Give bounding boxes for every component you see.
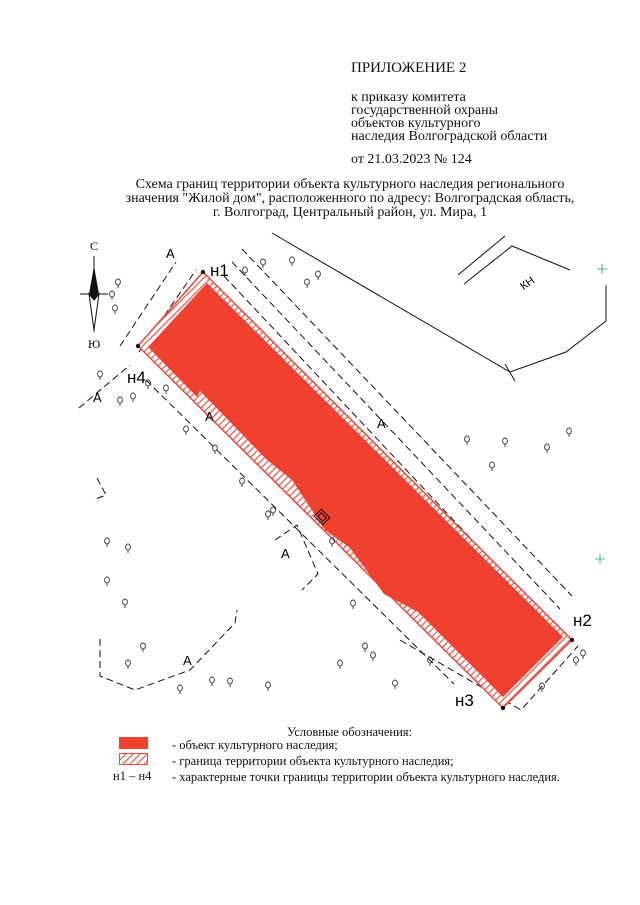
legend-text-points: - характерные точки границы территории объекта культурного наследия. (172, 770, 560, 784)
tree-icon (266, 511, 271, 517)
scheme-title-line-3: г. Волгоград, Центральный район, ул. Мира, 1 (212, 205, 488, 220)
tree-icon (261, 259, 266, 265)
zone-label-a: А (93, 390, 102, 405)
tree-icon (545, 444, 550, 450)
tree-icon (305, 279, 310, 285)
tree-icon (240, 478, 245, 484)
tree-icon (113, 305, 118, 311)
compass-south-label: Ю (88, 337, 101, 351)
tree-icon (393, 680, 398, 686)
neighbouring-buildings (272, 233, 606, 381)
compass-north-label: С (90, 239, 99, 253)
tree-icon (141, 643, 146, 649)
tree-icon (116, 279, 121, 285)
legend-symbol-object (119, 737, 148, 749)
tree-icon (98, 371, 103, 377)
tree-icon (490, 462, 495, 468)
tree-icon (574, 657, 579, 663)
zone-label-a: А (166, 246, 175, 261)
tree-icon (338, 660, 343, 666)
tree-icon (213, 445, 218, 451)
zone-label-a: А (205, 409, 214, 424)
tree-icon (316, 271, 321, 277)
label-point-n1: н1 (210, 261, 229, 280)
tree-icon (110, 291, 115, 297)
order-date-number: от 21.03.2023 № 124 (351, 152, 472, 167)
tree-icon (371, 652, 376, 658)
tree-icon (105, 577, 110, 583)
tree-icon (567, 428, 572, 434)
tree-icon (178, 685, 183, 691)
north-arrow-icon (80, 256, 108, 332)
label-point-n4: н4 (127, 368, 146, 387)
appendix-heading: ПРИЛОЖЕНИЕ 2 (351, 60, 467, 76)
order-line-3: объектов культурного (351, 116, 481, 131)
tree-icon (465, 436, 470, 442)
tree-icon (581, 650, 586, 656)
tree-icon (164, 385, 169, 391)
tree-icon (126, 660, 131, 666)
legend-text-object: - объект культурного наследия; (172, 738, 338, 752)
tree-icon (503, 438, 508, 444)
tree-icon (351, 600, 356, 606)
legend-symbol-points: н1 – н4 (113, 769, 152, 783)
zone-label-a: А (377, 416, 386, 431)
order-line-1: к приказу комитета (351, 90, 466, 105)
building-label-kn: КН (518, 274, 538, 293)
tree-icon (126, 544, 131, 550)
zone-label-a: А (281, 546, 290, 561)
label-point-n3: н3 (455, 691, 474, 710)
label-point-n2: н2 (573, 611, 592, 630)
tree-icon (184, 426, 189, 432)
legend-symbol-boundary (119, 753, 148, 765)
tree-icon (210, 677, 215, 683)
tree-icon (271, 507, 276, 513)
tree-icon (363, 643, 368, 649)
tree-icon (123, 599, 128, 605)
heritage-object (148, 283, 563, 697)
legend-text-boundary: - граница территории объекта культурного наследия; (172, 754, 454, 768)
tree-icon (266, 682, 271, 688)
tree-icon (290, 257, 295, 263)
tree-icon (118, 397, 123, 403)
scheme-title-line-2: значения "Жилой дом", расположенного по адресу: Волгоградская область, (125, 191, 575, 206)
order-line-4: наследия Волгоградской области (351, 129, 548, 144)
tree-icon (105, 538, 110, 544)
tree-icon (228, 678, 233, 684)
order-line-2: государственной охраны (351, 103, 499, 118)
legend-title: Условные обозначения: (287, 725, 413, 739)
registration-marks (595, 264, 607, 564)
tree-icon (131, 393, 136, 399)
zone-label-a: А (183, 653, 192, 668)
scheme-title-line-1: Схема границ территории объекта культурного наследия регионального (135, 177, 565, 192)
tree-icon (243, 267, 248, 273)
